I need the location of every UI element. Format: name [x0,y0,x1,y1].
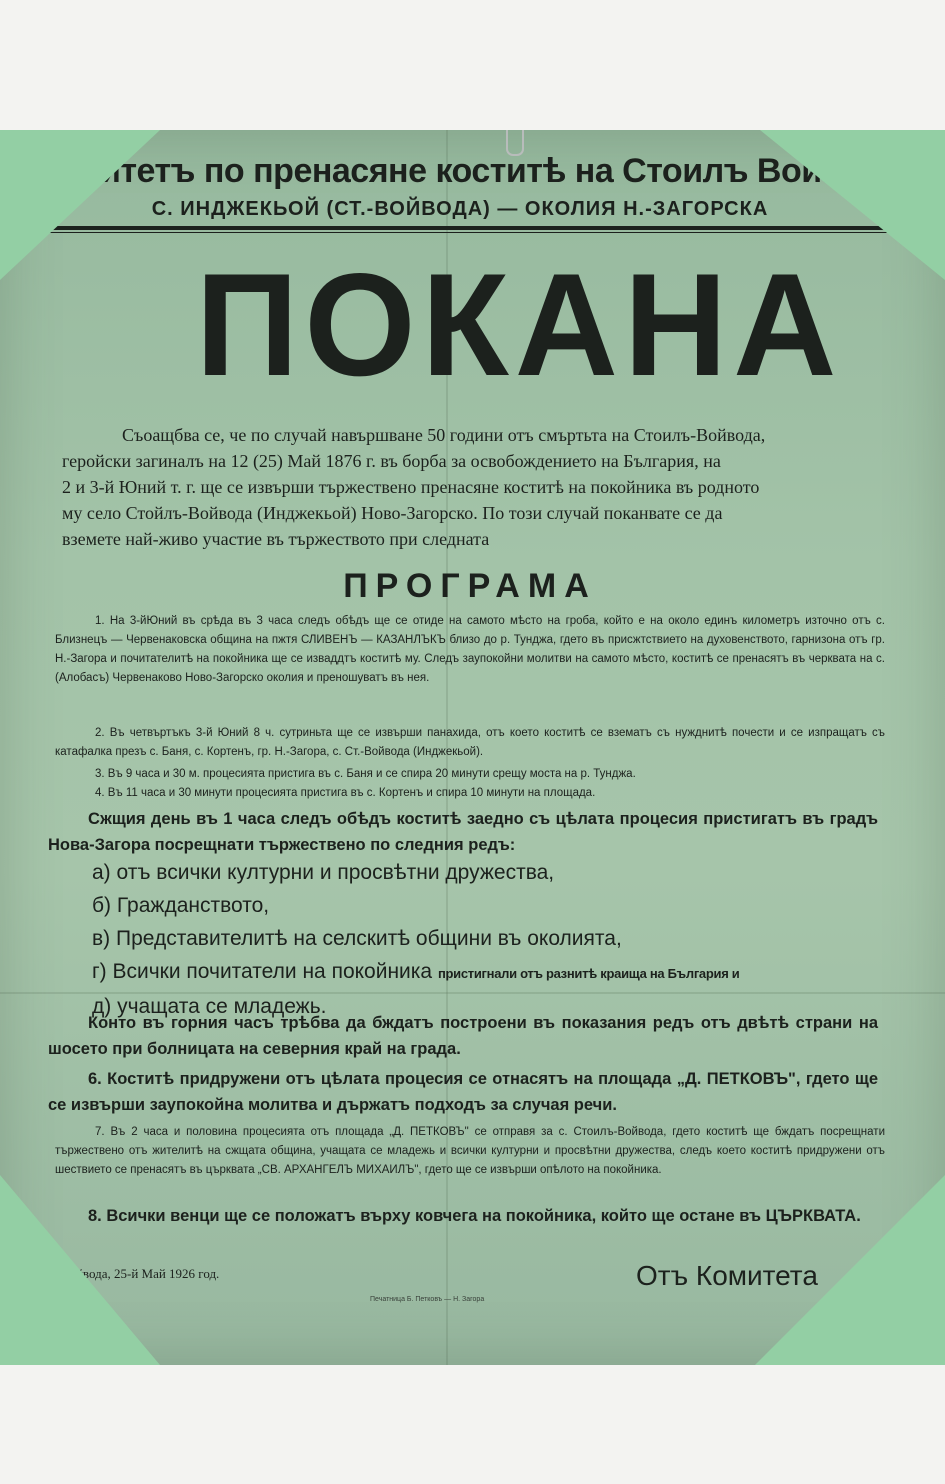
committee-signature: Отъ Комитета [636,1260,818,1291]
program-item-5: Сжщия день въ 1 часа следъ обѣдъ коститѣ заедно съ цѣлата процесия пристигатъ въ градъ Нова-Загора посрещнати тържествено по следния редъ: [48,810,878,854]
intro-paragraph [62,422,882,552]
poster-sheet [0,130,945,1365]
program-item-6: 6. Коститѣ придружени отъ цѣлата процесия се отнасятъ на площада „Д. ПЕТКОВЪ", гдето ще се извърши заупокойна молитва и държатъ подходъ за случая речи. [48,1070,878,1114]
intro-line: Съоащбва се, че по случай навършване 50 години отъ смъртьта на Стоилъ-Войвода, [122,425,766,445]
intro-line: 2 и 3-й Юний т. г. ще се извърши тържествено пренасяне коститѣ на покойника въ родното [62,477,760,497]
program-item-8: 8. Всички венци ще се положатъ върху ковчега на покойника, който ще остане въ ЦЪРКВАТА. [88,1207,861,1225]
intro-line: геройски загиналъ на 12 (25) Май 1876 г. въ борба за освобождението на България, на [62,451,721,471]
list-item: а) отъ всички културни и просвѣтни дружества, [92,861,555,884]
list-item: д) учащата се младежь. [92,995,327,1018]
village-subheading: С. ИНДЖЕКЬОЙ (СТ.-ВОЙВОДА) — ОКОЛИЯ Н.-ЗАГОРСКА [151,198,769,220]
program-item-4: 4. Въ 11 часа и 30 минути процесията пристига въ с. Кортенъ и спира 10 минути на площада. [95,787,596,799]
program-item-5b: Конто въ горния часъ трѣбва да бждатъ построени въ показания редъ отъ двѣтѣ страни на шосето при болницата на северния край на града. [48,1014,878,1058]
program-item-3: 3. Въ 9 часа и 30 м. процесията пристига въ с. Баня и се спира 20 минути срещу моста на р. Тунджа. [95,768,636,780]
photo-corner-bottom-right [755,1175,945,1365]
program-heading: ПРОГРАМА [343,567,597,605]
photo-corner-bottom-left [0,1175,160,1365]
printer-credit: Печатница Б. Петковъ — Н. Загора [370,1296,485,1303]
list-item: г) Всички почитатели на покойника пристигнали отъ разнитѣ краища на България и [92,960,740,983]
list-item-tail: пристигнали отъ разнитѣ краища на България и [437,966,740,981]
intro-line: вземете най-живо участие въ тържеството при следната [62,529,490,549]
list-item: в) Представителитѣ на селскитѣ общини въ околията, [92,927,622,950]
list-item: б) Гражданството, [92,894,270,917]
photo-corner-top-left [0,130,160,280]
committee-heading: итетъ по пренасяне коститѣ на Стоилъ Войвода [100,152,901,190]
program-item-1: 1. На 3-йЮний въ срѣда въ 3 часа следъ обѣдъ ще се отиде на самото мѣсто на гроба, който е на около единъ километръ източно отъ с. Близнецъ — Червенаковска община на пжтя СЛИВЕНЪ — КАЗАНЛЪКЪ близо до р. Тунджа, гдето въ присжтствието на духовенството, гарнизона отъ гр. Н.-Загора и почитателитѣ на покойника ще се изваддтъ коститѣ му. Следъ заупокойни молитви на самото мѣсто, коститѣ се пренасятъ въ черквата на с. (Алобасъ) Червенаково Ново-Загорско околия и преношуватъ въ нея. [55,615,885,684]
intro-line: му село Стойлъ-Войвода (Инджекьой) Ново-Загорско. По този случай поканвате се да [62,503,723,523]
poster-title: ПОКАНА [195,243,843,406]
welcome-order-list [92,856,872,1023]
place-date: ...ъ-Войвода, 25-й Май 1926 год. [40,1266,220,1281]
program-item-7: 7. Въ 2 часа и половина процесията отъ площада „Д. ПЕТКОВЪ" се отправя за с. Стоилъ-Войвода, гдето коститѣ ще бждатъ посрещнати тържествено отъ жителитѣ на сжщата община, учащата се младежь и всички културни и просвѣтни дружества, следъ което коститѣ придружени отъ шествието се пренасятъ въ църквата „СВ. АРХАНГЕЛЪ МИХАИЛЪ", гдето ще се извърши опѣлото на покойника. [55,1126,885,1176]
photo-corner-top-right [760,130,945,280]
program-item-2: 2. Въ четвъртъкъ 3-й Юний 8 ч. сутриньта ще се извърши панахида, отъ което коститѣ се взематъ съ нужднитѣ почести и се изпращатъ съ катафалка презъ с. Баня, с. Кортенъ, гр. Н.-Загора, с. Ст.-Войвода (Инджекьой). [55,727,885,758]
